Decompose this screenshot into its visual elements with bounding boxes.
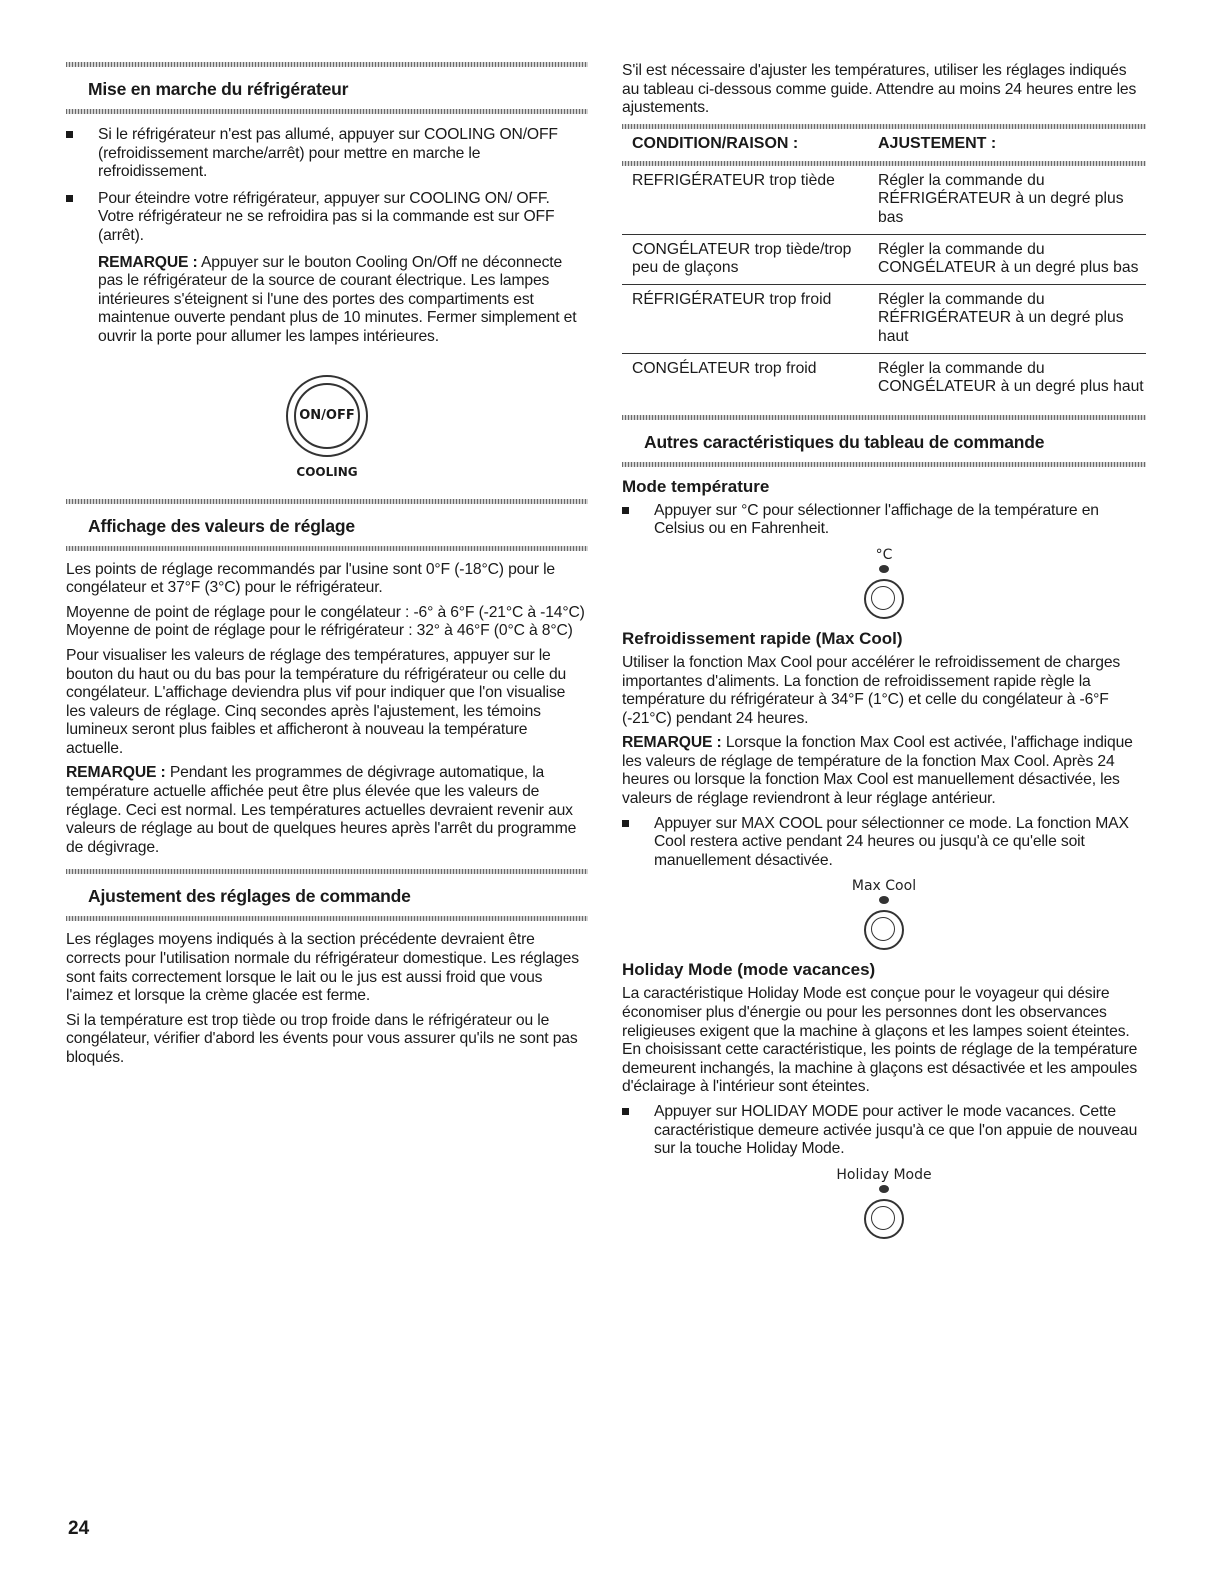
celsius-button-illustration bbox=[622, 547, 1146, 619]
table-row bbox=[622, 234, 1146, 284]
button-icon bbox=[864, 910, 904, 950]
paragraph: Les réglages moyens indiqués à la section précédente devraient être corrects pour l'utilisation normale du réfrigérateur domestique. Les réglages sont faits correctement lorsque le lait ou le jus est aussi froid que vous l'aimez et lorsque la crème glacée est ferme. bbox=[66, 931, 579, 1005]
max-cool-button-illustration bbox=[622, 878, 1146, 950]
table-cell: CONGÉLATEUR trop froid bbox=[632, 359, 817, 377]
holiday-mode-label: Holiday Mode bbox=[836, 1166, 932, 1183]
paragraph: Moyenne de point de réglage pour le réfrigérateur : 32° à 46°F (0°C à 8°C) bbox=[66, 622, 573, 640]
indicator-led-icon bbox=[879, 896, 889, 904]
bullet-item: Appuyer sur HOLIDAY MODE pour activer le mode vacances. Cette caractéristique demeure activée jusqu'à ce que l'on appuie de nouveau sur la touche Holiday Mode. bbox=[622, 1103, 1146, 1159]
power-icon: ON/OFF bbox=[294, 383, 360, 449]
button-icon bbox=[864, 1199, 904, 1239]
cooling-onoff-button bbox=[286, 375, 368, 457]
table-cell: RÉFRIGÉRATEUR trop froid bbox=[622, 284, 868, 353]
note-paragraph: REMARQUE : Lorsque la fonction Max Cool est activée, l'affichage indique les valeurs de réglage de température de la fonction Max Cool. Après 24 heures ou lorsque la fonction Max Cool est manuellement désactivée, les valeurs de réglage reviendront à leur réglage antérieur. bbox=[622, 734, 1133, 808]
section-title-setpoints: Affichage des valeurs de réglage bbox=[88, 515, 355, 536]
indicator-led-icon bbox=[879, 565, 889, 573]
bullet-item: Appuyer sur MAX COOL pour sélectionner ce mode. La fonction MAX Cool restera active pendant 24 heures ou jusqu'à ce qu'elle soit manuellement désactivée. bbox=[622, 815, 1146, 871]
subsection-title-temp-mode: Mode température bbox=[622, 476, 770, 496]
page-number: 24 bbox=[68, 1518, 90, 1539]
cooling-button-illustration bbox=[66, 375, 588, 479]
button-icon bbox=[864, 579, 904, 619]
intro-paragraph: S'il est nécessaire d'ajuster les températures, utiliser les réglages indiqués au tableau ci-dessous comme guide. Attendre au moins 24 heures entre les ajustements. bbox=[622, 62, 1137, 117]
paragraph: Si la température est trop tiède ou trop froide dans le réfrigérateur ou le congélateur, vérifier d'abord les évents pour vous assurer qu'ils ne sont pas bloqués. bbox=[66, 1011, 578, 1066]
bullet-icon bbox=[622, 507, 629, 514]
section-rule bbox=[66, 62, 588, 67]
bullet-icon bbox=[66, 195, 73, 202]
bullet-item: Pour éteindre votre réfrigérateur, appuyer sur COOLING ON/ OFF. Votre réfrigérateur ne se refroidira pas si la commande est sur OFF (arrêt). bbox=[66, 190, 588, 246]
paragraph: Pour visualiser les valeurs de réglage des températures, appuyer sur le bouton du haut ou du bas pour la température du réfrigérateur ou celle du congélateur. L'affichage deviendra plus vif pour indiquer que l'on visualise les valeurs de réglage. Cinq secondes après l'ajustement, les témoins lumineux seront plus faibles et afficheront à nouveau la température actuelle. bbox=[66, 646, 567, 757]
paragraph: La caractéristique Holiday Mode est conçue pour le voyageur qui désire économiser plus d'énergie ou pour les personnes dont les observances religieuses exigent que la machine à glaçons et les lampes soient éteintes. En choisissant cette caractéristique, les points de réglage de la température demeurent inchangés, la machine à glaçons est désactivée et les ampoules d'éclairage à l'intérieur sont éteintes. bbox=[622, 985, 1138, 1096]
bullet-item: Si le réfrigérateur n'est pas allumé, appuyer sur COOLING ON/OFF (refroidissement marche/arrêt) pour mettre en marche le refroidissement. bbox=[66, 126, 588, 182]
bullet-icon bbox=[622, 1108, 629, 1115]
note-paragraph: REMARQUE : Appuyer sur le bouton Cooling On/Off ne déconnecte pas le réfrigérateur de la source de courant électrique. Les lampes intérieures s'éteignent si l'une des portes des compartiments est maintenue ouverte pendant plus de 10 minutes. Fermer simplement et ouvrir la porte pour allumer les lampes intérieures. bbox=[98, 253, 577, 345]
left-column bbox=[66, 62, 588, 1074]
section-rule bbox=[66, 869, 588, 874]
right-column bbox=[622, 62, 1146, 1249]
table-row bbox=[622, 284, 1146, 353]
section-title-other-features: Autres caractéristiques du tableau de commande bbox=[644, 431, 1045, 452]
holiday-button-illustration bbox=[622, 1167, 1146, 1239]
paragraph: Les points de réglage recommandés par l'usine sont 0°F (-18°C) pour le congélateur et 37°F (3°C) pour le réfrigérateur. bbox=[66, 560, 555, 597]
paragraph: Moyenne de point de réglage pour le congélateur : -6° à 6°F (-21°C à -14°C) bbox=[66, 603, 585, 621]
table-cell: Régler la commande du RÉFRIGÉRATEUR à un degré plus bas bbox=[868, 166, 1146, 234]
paragraph: Utiliser la fonction Max Cool pour accélérer le refroidissement de charges importantes d'aliments. La fonction de refroidissement rapide règle la température du réfrigérateur à 34°F (1°C) et celle du congélateur à -6°F (-21°C) pendant 24 heures. bbox=[622, 653, 1121, 727]
cooling-label: COOLING bbox=[296, 464, 358, 479]
table-cell: Régler la commande du RÉFRIGÉRATEUR à un degré plus haut bbox=[868, 284, 1146, 353]
section-rule bbox=[66, 499, 588, 504]
section-rule bbox=[622, 462, 1146, 467]
bullet-icon bbox=[66, 131, 73, 138]
adjustment-table bbox=[622, 129, 1146, 403]
note-paragraph: REMARQUE : Pendant les programmes de dégivrage automatique, la température actuelle affichée peut être plus élevée que les valeurs de réglage. Ceci est normal. Les températures actuelles devraient revenir aux valeurs de réglage au bout de quelques heures après l'arrêt du programme de dégivrage. bbox=[66, 764, 577, 856]
section-title-adjustment: Ajustement des réglages de commande bbox=[88, 886, 411, 907]
table-row bbox=[622, 166, 1146, 234]
table-header-condition: CONDITION/RAISON : bbox=[632, 134, 799, 152]
section-title-startup: Mise en marche du réfrigérateur bbox=[88, 79, 349, 99]
subsection-title-holiday: Holiday Mode (mode vacances) bbox=[622, 960, 876, 980]
table-row bbox=[622, 353, 1146, 403]
bullet-item: Appuyer sur °C pour sélectionner l'affichage de la température en Celsius ou en Fahrenheit. bbox=[622, 502, 1146, 539]
subsection-title-max-cool: Refroidissement rapide (Max Cool) bbox=[622, 628, 903, 648]
table-cell: Régler la commande du CONGÉLATEUR à un degré plus bas bbox=[868, 234, 1146, 284]
celsius-label: °C bbox=[875, 546, 893, 563]
indicator-led-icon bbox=[879, 1185, 889, 1193]
bullet-icon bbox=[622, 820, 629, 827]
table-header-adjustment: AJUSTEMENT : bbox=[878, 134, 997, 152]
table-cell: REFRIGÉRATEUR trop tiède bbox=[622, 166, 868, 234]
max-cool-label: Max Cool bbox=[851, 878, 917, 895]
table-cell: CONGÉLATEUR trop tiède/trop peu de glaçons bbox=[622, 234, 868, 284]
table-cell: Régler la commande du CONGÉLATEUR à un degré plus haut bbox=[878, 359, 1144, 396]
section-rule bbox=[622, 415, 1146, 420]
